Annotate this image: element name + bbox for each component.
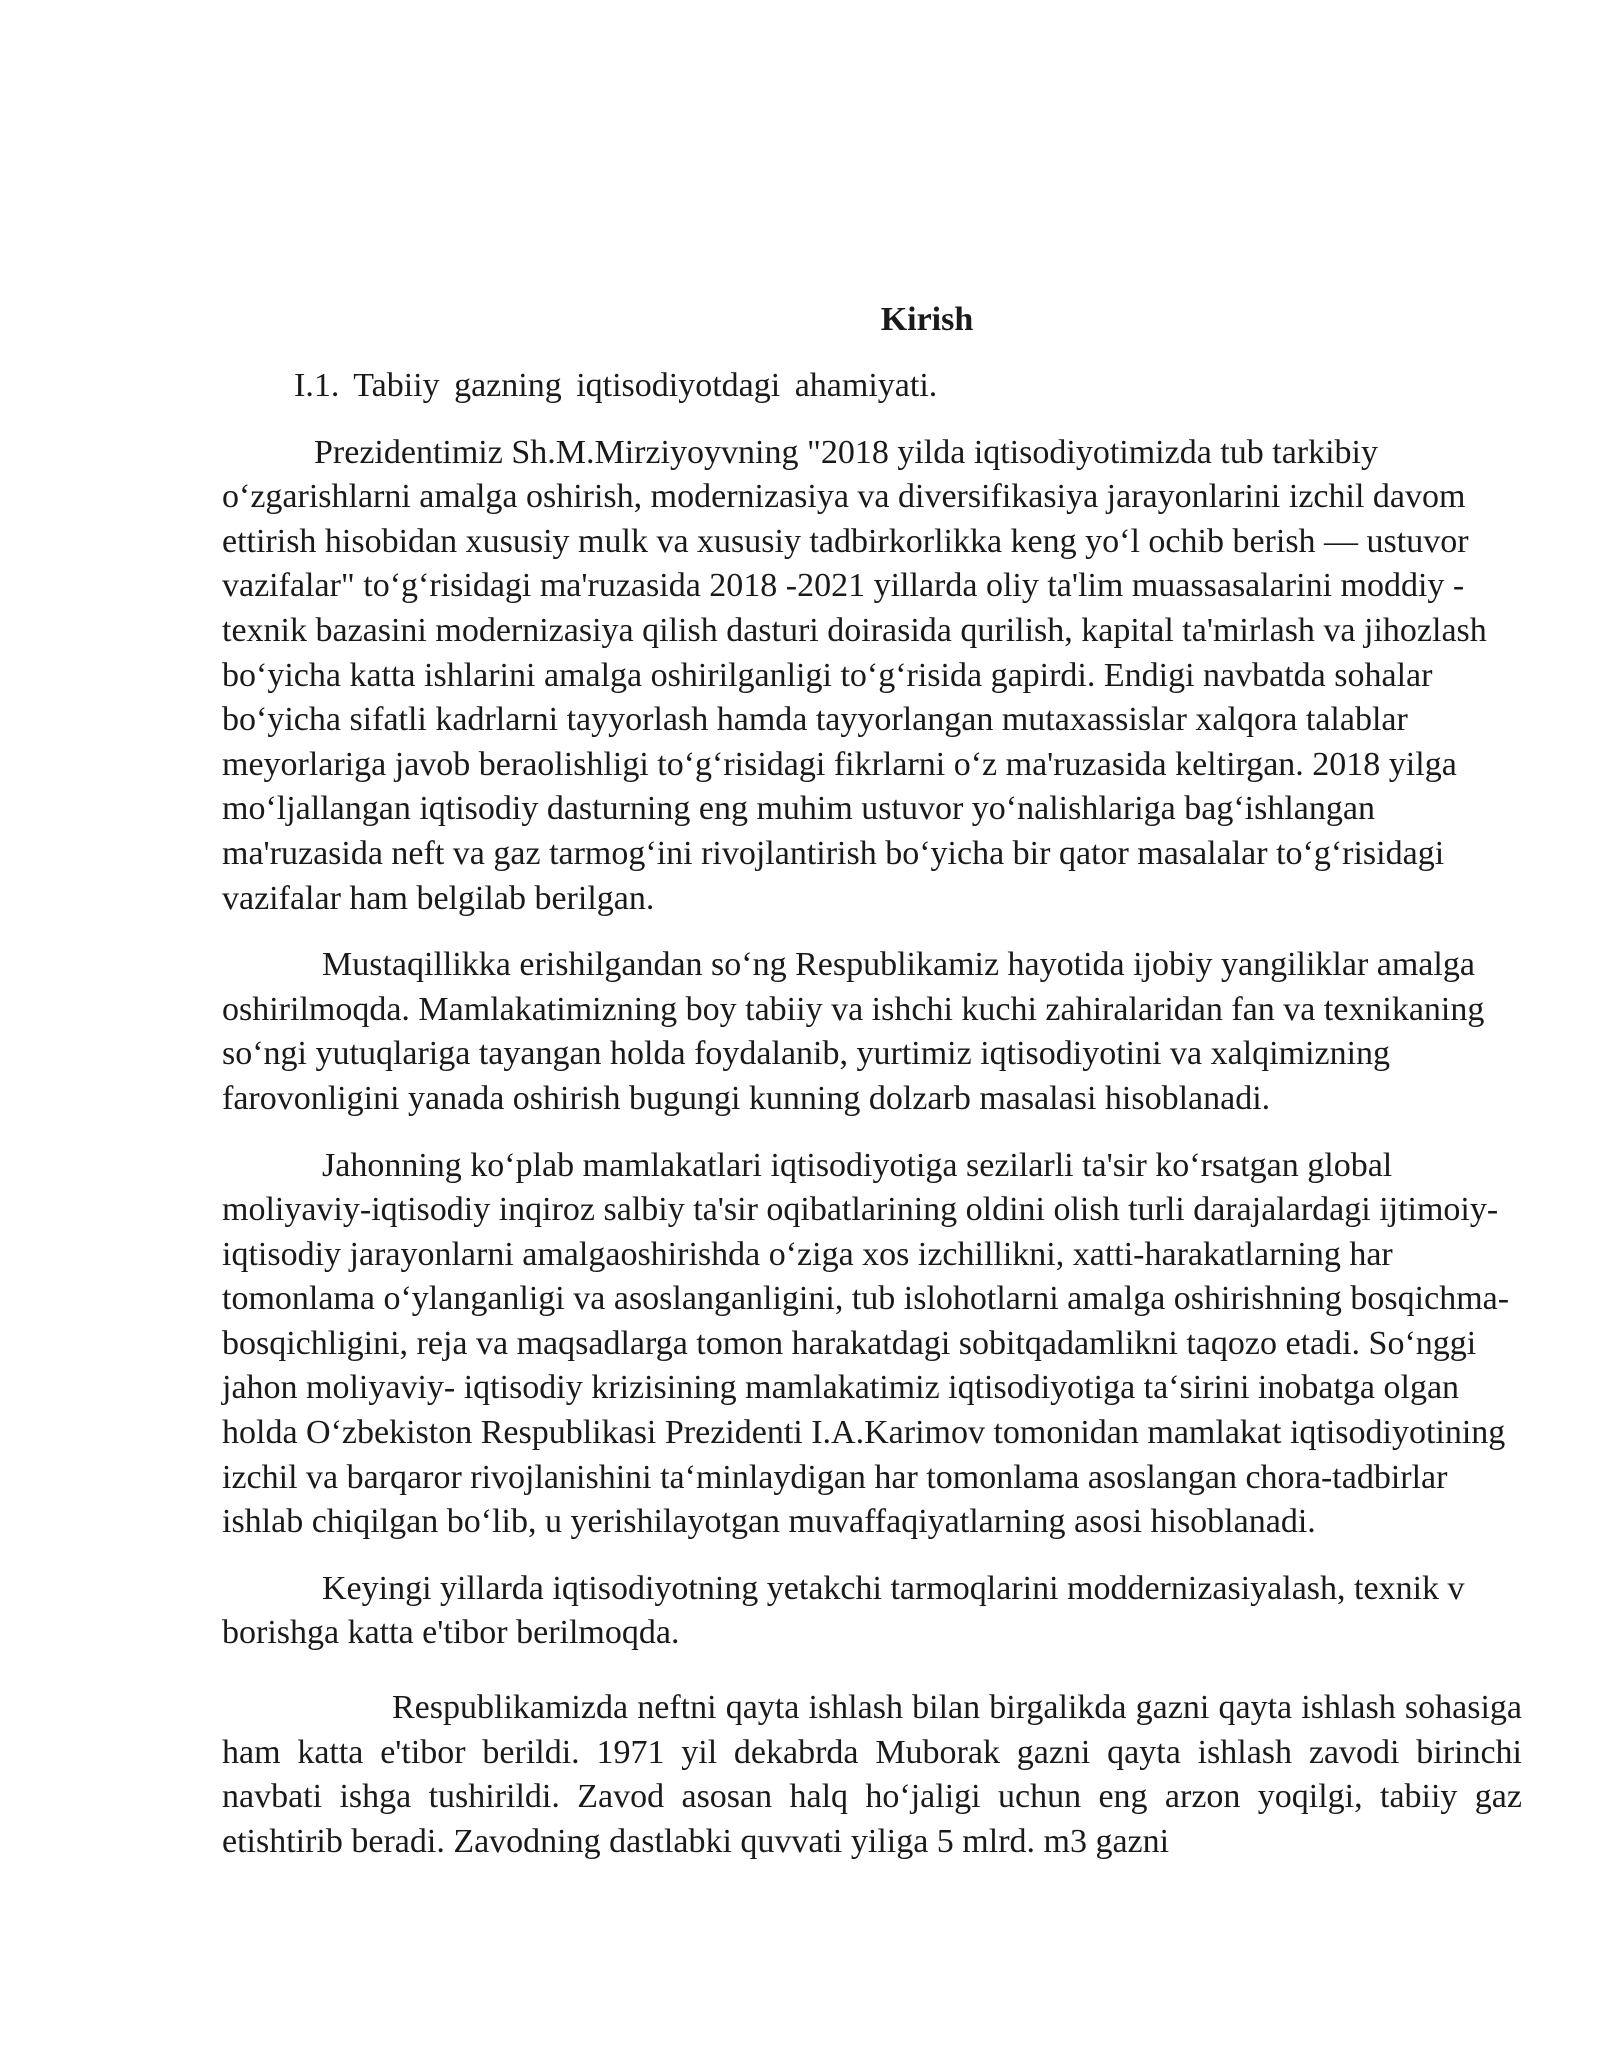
paragraph-3: Jahonning ko‘plab mamlakatlari iqtisodiyotiga sezilarli ta'sir ko‘rsatgan global moliyaviy-iqtisodiy inqiroz salbiy ta'sir oqibatlarining oldini olish turli darajalardagi ijtimoiy-iqtisodiy jarayonlarni amalgaoshirishda o‘ziga xos izchillikni, xatti-harakatlarning har tomonlama o‘ylanganligi va asoslanganligini, tub islohotlarni amalga oshirishning bosqichma-bosqichligini, reja va maqsadlarga tomon harakatdagi sobitqadamlikni taqozo etadi. So‘nggi jahon moliyaviy- iqtisodiy krizisining mamlakatimiz iqtisodiyotiga ta‘sirini inobatga olgan holda O‘zbekiston Respublikasi Prezidenti I.A.Karimov tomonidan mamlakat iqtisodiyotining izchil va barqaror rivojlanishini ta‘minlaydigan har tomonlama asoslangan chora-tadbirlar ishlab chiqilgan bo‘lib, u yerishilayotgan muvaffaqiyatlarning asosi hisoblanadi. (222, 1146, 1510, 1541)
paragraph-4: Keyingi yillarda iqtisodiyotning yetakchi tarmoqlarini moddernizasiyalash, texnik v borishga katta e'tibor berilmoqda. (222, 1569, 1465, 1652)
paragraph-1: Prezidentimiz Sh.M.Mirziyoyvning "2018 yilda iqtisodiyotimizda tub tarkibiy o‘zgarishlarni amalga oshirish, modernizasiya va diversifikasiya jarayonlarini izchil davom ettirish hisobidan xususiy mulk va xususiy tadbirkorlikka keng yo‘l ochib berish — ustuvor vazifalar" to‘g‘risidagi ma'ruzasida 2018 -2021 yillarda oliy ta'lim muassasalarini moddiy - texnik bazasini modernizasiya qilish dasturi doirasida qurilish, kapital ta'mirlash va jihozlash bo‘yicha katta ishlarini amalga oshirilganligi to‘g‘risida gapirdi. Endigi navbatda sohalar bo‘yicha sifatli kadrlarni tayyorlash hamda tayyorlangan mutaxassislar xalqora talablar meyorlariga javob beraolishligi to‘g‘risidagi fikrlarni o‘z ma'ruzasida keltirgan. 2018 yilga mo‘ljallangan iqtisodiy dasturning eng muhim ustuvor yo‘nalishlariga bag‘ishlangan ma'ruzasida neft va gaz tarmog‘ini rivojlantirish bo‘yicha bir qator masalalar to‘g‘risidagi vazifalar ham belgilab berilgan. (222, 433, 1487, 917)
paragraph-2: Mustaqillikka erishilgandan so‘ng Respublikamiz hayotida ijobiy yangiliklar amalga oshirilmoqda. Mamlakatimizning boy tabiiy va ishchi kuchi zahiralaridan fan va texnikaning so‘ngi yutuqlariga tayangan holda foydalanib, yurtimiz iqtisodiyotini va xalqimizning farovonligini yanada oshirish bugungi kunning dolzarb masalasi hisoblanadi. (222, 946, 1485, 1117)
document-body (222, 298, 1522, 1886)
paragraph-5: Respublikamizda neftni qayta ishlash bilan birgalikda gazni qayta ishlash sohasiga ham katta e'tibor berildi. 1971 yil dekabrda Muborak gazni qayta ishlash zavodi birinchi navbati ishga tushirildi. Zavod asosan halq ho‘jaligi uchun eng arzon yoqilgi, tabiiy gaz etishtirib beradi. Zavodning dastlabki quvvati yiliga 5 mlrd. m3 gazni (222, 1689, 1522, 1860)
section-heading: I.1. Tabiiy gazning iqtisodiyotdagi ahamiyati. (294, 367, 938, 404)
page-title: Kirish (880, 301, 974, 338)
